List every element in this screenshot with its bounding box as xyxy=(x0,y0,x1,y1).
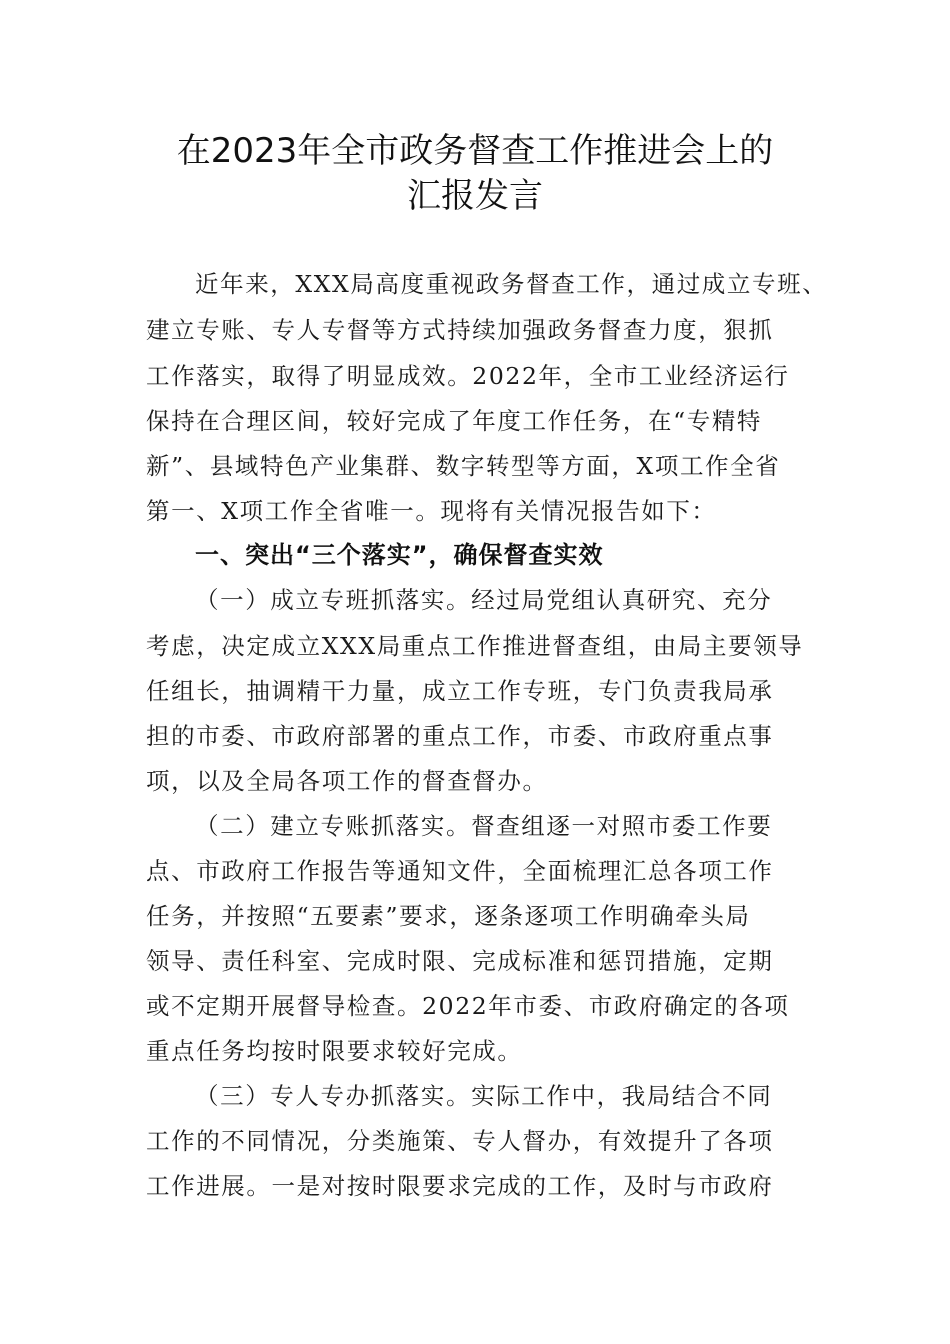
para2-line-3: 任务，并按照“五要素”要求，逐条逐项工作明确牵头局 xyxy=(146,902,751,930)
para2-line-2: 点、市政府工作报告等通知文件，全面梳理汇总各项工作 xyxy=(146,857,774,885)
section-heading-1: 一、突出“三个落实”，确保督查实效 xyxy=(195,541,604,569)
intro-line-3: 工作落实，取得了明显成效。2022年，全市工业经济运行 xyxy=(146,362,790,390)
document-title-line-1: 在2023年全市政务督查工作推进会上的 xyxy=(176,131,774,171)
para1-line-2: 考虑，决定成立XXX局重点工作推进督查组，由局主要领导 xyxy=(146,632,804,660)
para2-line-1: （二）建立专账抓落实。督查组逐一对照市委工作要 xyxy=(195,812,773,840)
para2-line-5: 或不定期开展督导检查。2022年市委、市政府确定的各项 xyxy=(146,992,790,1020)
intro-line-1: 近年来，XXX局高度重视政务督查工作，通过成立专班、 xyxy=(195,270,828,298)
intro-line-6: 第一、X项工作全省唯一。现将有关情况报告如下： xyxy=(146,497,717,525)
intro-line-2: 建立专账、专人专督等方式持续加强政务督查力度，狠抓 xyxy=(146,316,774,344)
para2-line-4: 领导、责任科室、完成时限、完成标准和惩罚措施，定期 xyxy=(146,947,774,975)
para1-line-1: （一）成立专班抓落实。经过局党组认真研究、充分 xyxy=(195,586,773,614)
para1-line-3: 任组长，抽调精干力量，成立工作专班，专门负责我局承 xyxy=(146,677,774,705)
document-title-line-2: 汇报发言 xyxy=(407,176,543,216)
para2-line-6: 重点任务均按时限要求较好完成。 xyxy=(146,1037,523,1065)
para1-line-5: 项，以及全局各项工作的督查督办。 xyxy=(146,767,548,795)
intro-line-5: 新”、县域特色产业集群、数字转型等方面，X项工作全省 xyxy=(146,452,781,480)
para1-line-4: 担的市委、市政府部署的重点工作，市委、市政府重点事 xyxy=(146,722,774,750)
para3-line-1: （三）专人专办抓落实。实际工作中，我局结合不同 xyxy=(195,1082,773,1110)
para3-line-3: 工作进展。一是对按时限要求完成的工作，及时与市政府 xyxy=(146,1172,774,1200)
intro-line-4: 保持在合理区间，较好完成了年度工作任务，在“专精特 xyxy=(146,407,763,435)
para3-line-2: 工作的不同情况，分类施策、专人督办，有效提升了各项 xyxy=(146,1127,774,1155)
